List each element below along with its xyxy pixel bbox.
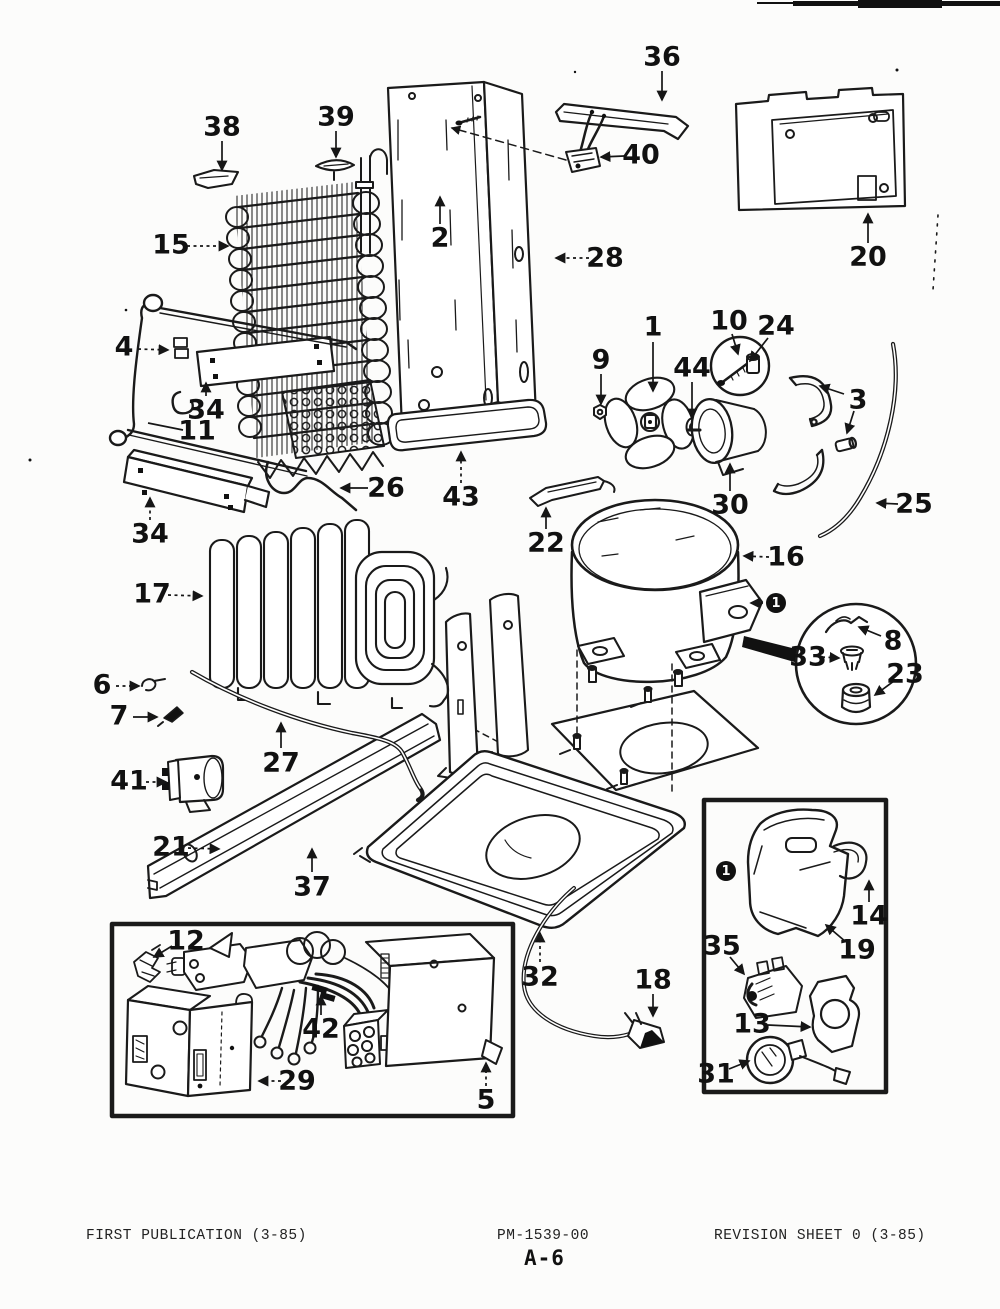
callout-label-34: 34 [187,394,225,426]
callout-label-18: 18 [634,964,672,996]
index-marker-number-0: 1 [771,596,781,611]
callout-arrow-40 [601,156,624,157]
callout-label-24: 24 [757,310,795,342]
callout-label-40: 40 [622,139,660,171]
callout-label-2: 2 [430,222,450,254]
fan-blade [599,372,699,474]
callout-label-16: 16 [767,541,805,573]
compressor [572,500,763,686]
callout-label-38: 38 [203,111,241,143]
callout-arrow-17 [168,595,202,596]
terminal-cover-19 [748,810,848,936]
mounting-clip-39 [316,160,354,180]
callout-label-17: 17 [133,578,171,610]
callout-label-10: 10 [710,305,748,337]
callout-label-11: 11 [178,415,216,447]
callout-label-28: 28 [586,242,624,274]
callout-label-23: 23 [886,658,924,690]
callout-label-35: 35 [703,930,741,962]
condenser [210,520,448,708]
drier-tube [530,477,615,506]
callout-label-36: 36 [643,41,681,73]
callout-arrow-3 [820,386,844,394]
page-number: A-6 [524,1246,565,1270]
revision-sheet-text: REVISION SHEET 0 (3-85) [714,1228,926,1244]
callout-label-7: 7 [109,700,129,732]
callout-label-26: 26 [367,472,405,504]
mounting-bracket-29 [126,986,252,1096]
callout-arrow-4 [138,349,168,350]
callout-label-4: 4 [114,331,134,363]
divider-panel [388,82,536,428]
callout-label-19: 19 [838,934,876,966]
defrost-timer [162,756,223,812]
plug-icon [625,1013,664,1048]
callout-label-22: 22 [527,527,565,559]
mounting-clip-38 [194,170,238,188]
callout-label-33: 33 [789,641,827,673]
clamp-clip-12 [134,945,160,982]
callout-label-39: 39 [317,101,355,133]
scan-speckle-line [933,215,938,290]
document-number-text: PM-1539-00 [497,1228,590,1244]
callout-label-37: 37 [293,871,331,903]
callout-label-25: 25 [895,488,933,520]
callout-label-32: 32 [521,961,559,993]
callout-label-27: 27 [262,747,300,779]
fan-motor [688,397,766,475]
callout-label-5: 5 [476,1084,496,1116]
evaporator-lower-grid [282,380,384,458]
callout-label-29: 29 [278,1065,316,1097]
callout-label-43: 43 [442,481,480,513]
lower-mounting-bracket [124,450,269,512]
terminal-block [344,1010,391,1068]
callout-arrow-16 [744,556,769,557]
callout-label-30: 30 [711,489,749,521]
callout-label-9: 9 [591,344,611,376]
callout-label-42: 42 [302,1013,340,1045]
callout-label-13: 13 [733,1008,771,1040]
mounting-bracket-13 [810,976,859,1052]
first-publication-text: FIRST PUBLICATION (3-85) [86,1228,307,1244]
callout-label-21: 21 [152,831,190,863]
callout-label-20: 20 [849,241,887,273]
callout-label-3: 3 [848,384,868,416]
callout-arrow-13 [768,1025,810,1027]
top-bracket [556,104,688,139]
index-marker-number-1: 1 [721,864,731,879]
callout-label-1: 1 [643,311,663,343]
callout-label-34: 34 [131,518,169,550]
access-cover [736,88,905,210]
callout-label-31: 31 [697,1058,735,1090]
tube-clip-7 [158,707,183,726]
callout-label-41: 41 [110,765,148,797]
callout-label-6: 6 [92,669,112,701]
callout-label-14: 14 [850,900,888,932]
callout-label-12: 12 [167,925,205,957]
condenser-tube [820,344,896,536]
tube-clip-6 [142,679,165,690]
detail-circle-screw [711,337,769,395]
fan-nut [594,405,606,419]
callout-label-44: 44 [673,352,711,384]
motor-straps [774,376,857,494]
cover-panel-5 [366,934,502,1066]
callout-label-8: 8 [883,625,903,657]
callout-label-15: 15 [152,229,190,261]
